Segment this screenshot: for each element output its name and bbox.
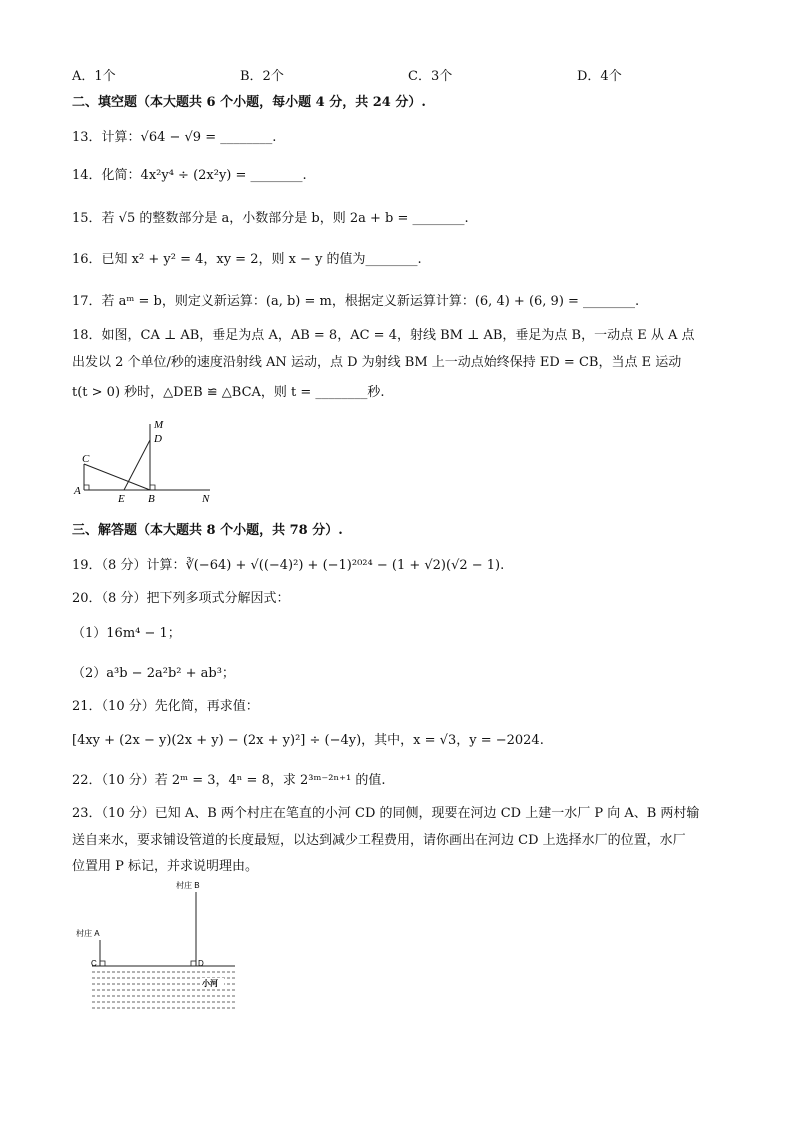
label-m: M [154,419,164,431]
question-22: 22．（10 分）若 2ᵐ = 3，4ⁿ = 8，求 2³ᵐ⁻²ⁿ⁺¹ 的值. [72,773,386,788]
river-village-figure [70,876,240,1016]
question-14: 14．化简：4x²y⁴ ÷ (2x²y) = ________. [72,168,307,183]
right-angle-c [100,961,105,966]
question-13: 13．计算：√64 − √9 = ________. [72,130,277,145]
question-23-line2: 送自来水，要求铺设管道的长度最短，以达到减少工程费用，请你画出在河边 CD 上选择水厂的位置，水厂 [72,833,686,848]
question-20-part2: （2）a³b − 2a²b² + ab³； [72,666,235,681]
question-20-part1: （1）16m⁴ − 1； [72,626,181,641]
question-17: 17．若 aᵐ = b，则定义新运算：(a, b) = m，根据定义新运算计算：(6, 4) + (6, 9) = ________. [72,294,640,309]
question-21: 21．（10 分）先化简，再求值： [72,699,259,714]
label-c: C [82,453,90,465]
label-a: A [74,485,81,497]
question-23-line3: 位置用 P 标记，并求说明理由。 [72,859,259,874]
option-a: A．1个 [72,69,116,84]
question-15: 15．若 √5 的整数部分是 a，小数部分是 b，则 2a + b = ________. [72,211,469,226]
question-18-line2: 出发以 2 个单位/秒的速度沿射线 AN 运动，点 D 为射线 BM 上一动点始终保持 ED = CB，当点 E 运动 [72,355,682,370]
question-18-line1: 18．如图，CA ⊥ AB，垂足为点 A，AB = 8，AC = 4，射线 BM ⊥ AB，垂足为点 B，一动点 E 从 A 点 [72,328,695,343]
label-d-bank: D [198,959,204,968]
question-20: 20．（8 分）把下列多项式分解因式： [72,591,290,606]
right-angle-b [150,485,155,490]
section3-title: 三、解答题（本大题共 8 个小题，共 78 分）. [72,523,343,538]
river-water-lines [92,972,235,1008]
label-river: 小河 [202,979,218,988]
question-21-expression: [4xy + (2x − y)(2x + y) − (2x + y)²] ÷ (−4y)，其中，x = √3，y = −2024. [72,733,544,748]
segment-ed [124,440,150,490]
label-b: B [148,493,155,505]
segment-cb [84,464,150,490]
label-d: D [154,433,162,445]
question-19: 19．（8 分）计算：∛(−64) + √((−4)²) + (−1)²⁰²⁴ − (1 + √2)(√2 − 1). [72,558,505,573]
right-angle-d [191,961,196,966]
question-18-line3: t(t > 0) 秒时，△DEB ≌ △BCA，则 t = ________秒. [72,385,385,400]
right-angle-a [84,485,89,490]
label-c-bank: C [91,959,97,968]
label-village-a: 村庄 A [76,929,100,938]
geometry-figure-18 [72,418,222,506]
option-b: B．2个 [240,69,284,84]
question-23-line1: 23．（10 分）已知 A、B 两个村庄在笔直的小河 CD 的同侧，现要在河边 CD 上建一水厂 P 向 A、B 两村输 [72,806,700,821]
option-c: C．3个 [408,69,453,84]
label-village-b: 村庄 B [176,881,200,890]
question-16: 16．已知 x² + y² = 4，xy = 2，则 x − y 的值为________. [72,252,422,267]
option-d: D．4个 [577,69,622,84]
label-e: E [118,493,125,505]
label-n: N [202,493,210,505]
section2-title: 二、填空题（本大题共 6 个小题，每小题 4 分，共 24 分）. [72,95,426,110]
